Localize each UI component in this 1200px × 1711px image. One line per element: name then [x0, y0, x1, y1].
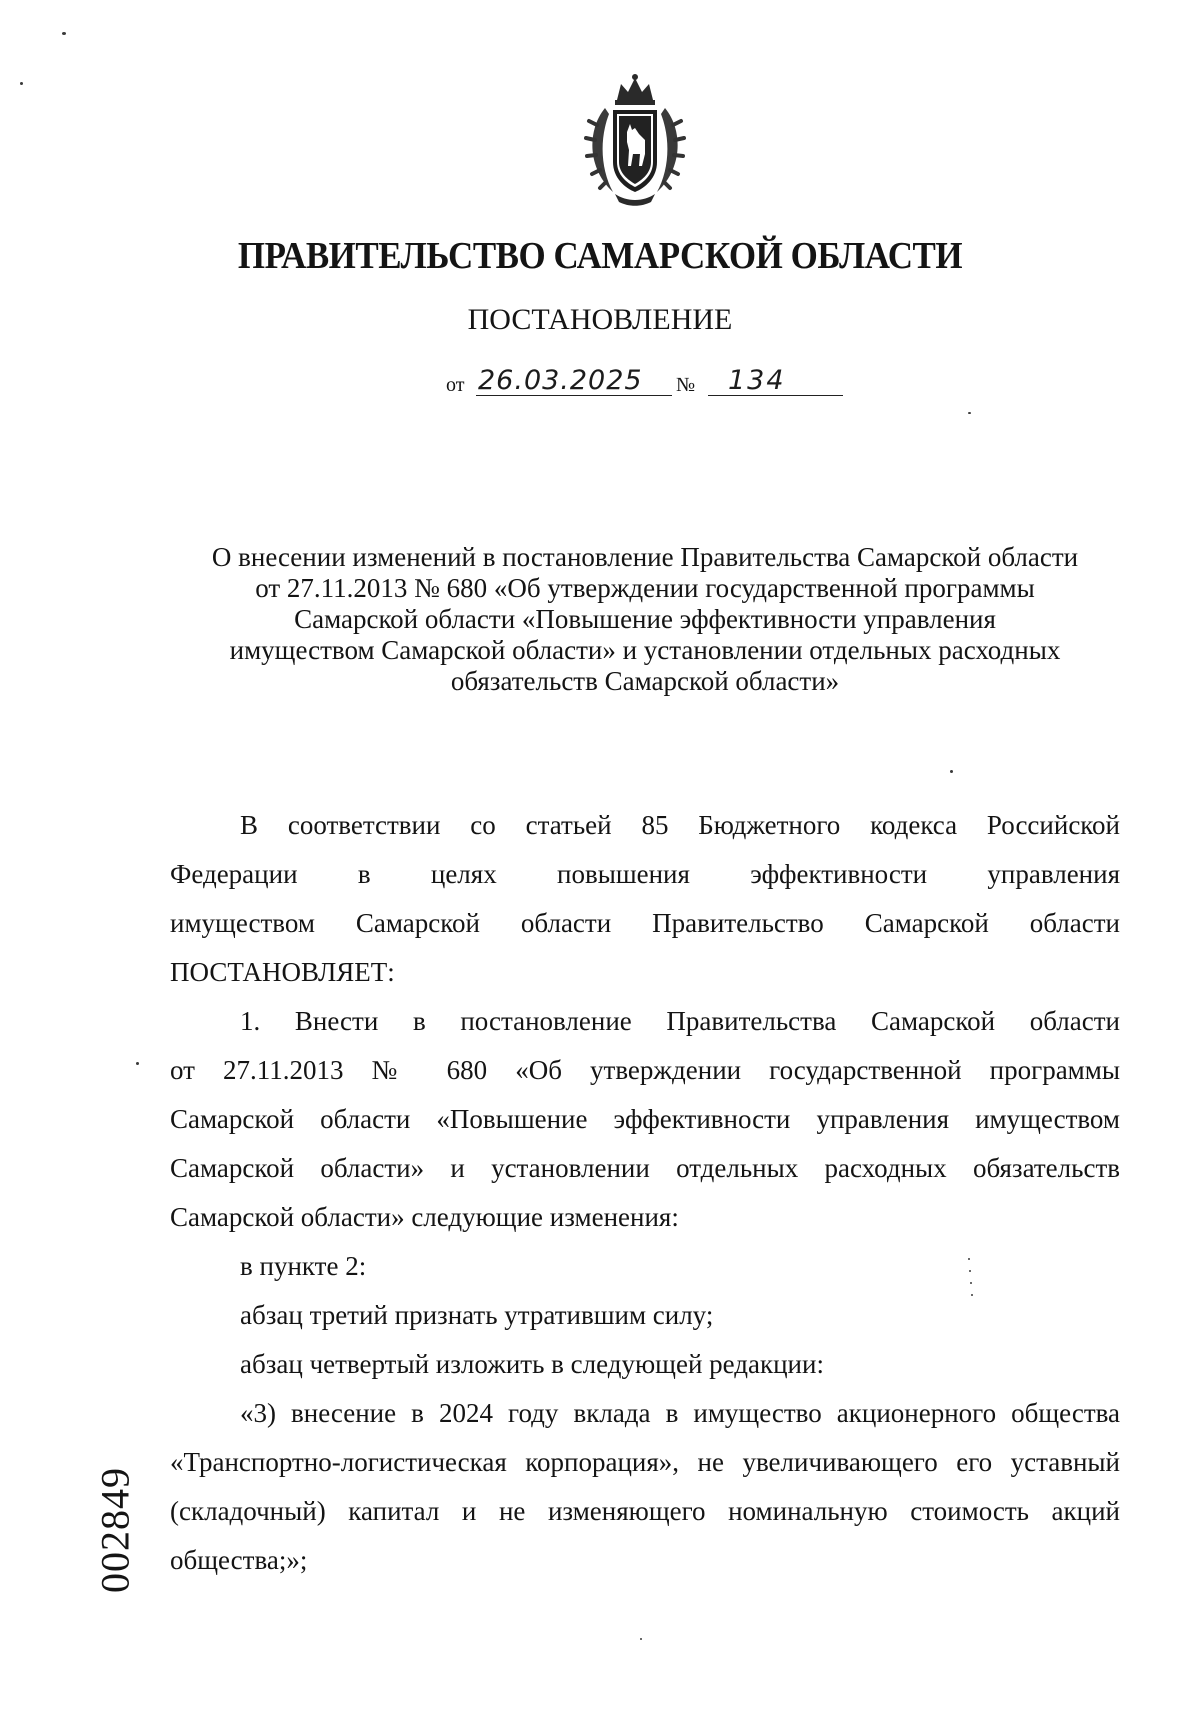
registration-side-number	[90, 1450, 140, 1610]
organization-title: ПРАВИТЕЛЬСТВО САМАРСКОЙ ОБЛАСТИ	[237, 235, 963, 277]
body-line: в пункте 2:	[240, 1251, 367, 1281]
date-prefix: от	[446, 374, 465, 396]
body-line: имуществом Самарской области Правительство Самарской области	[170, 908, 1120, 938]
body-line: Федерации в целях повышения эффективности управления	[170, 859, 1120, 889]
date-underline	[476, 395, 672, 396]
scan-speck	[62, 32, 66, 35]
subject-line: Самарской области «Повышение эффективности управления	[294, 604, 996, 634]
document-type: ПОСТАНОВЛЕНИЕ	[467, 303, 733, 336]
scan-speck	[969, 1270, 971, 1272]
subject-line: имуществом Самарской области» и установлении отдельных расходных	[229, 635, 1061, 665]
body-line: Самарской области» следующие изменения:	[170, 1202, 679, 1232]
body-line: абзац третий признать утратившим силу;	[240, 1300, 714, 1330]
scan-speck	[950, 770, 953, 773]
body-line: Самарской области» и установлении отдельных расходных обязательств	[170, 1153, 1120, 1183]
body-line: «Транспортно-логистическая корпорация», не увеличивающего его уставный	[170, 1447, 1120, 1477]
scan-speck	[640, 1638, 642, 1640]
body-line: В соответствии со статьей 85 Бюджетного кодекса Российской	[240, 810, 1120, 840]
document-subject	[150, 542, 1140, 697]
body-line: (складочный) капитал и не изменяющего номинальную стоимость акций	[170, 1496, 1120, 1526]
samara-coat-of-arms-icon	[575, 70, 695, 210]
subject-line: О внесении изменений в постановление Правительства Самарской области	[211, 542, 1079, 572]
body-line: Самарской области «Повышение эффективности управления имуществом	[170, 1104, 1120, 1134]
scan-speck	[136, 1062, 139, 1065]
number-underline	[708, 395, 843, 396]
scan-speck	[971, 1294, 973, 1296]
handwritten-number: 134	[728, 365, 786, 396]
body-line: абзац четвертый изложить в следующей редакции:	[240, 1349, 824, 1379]
scan-speck	[968, 1258, 970, 1260]
handwritten-date: 26.03.2025	[478, 365, 643, 396]
subject-line: обязательств Самарской области»	[450, 666, 840, 696]
subject-line: от 27.11.2013 № 680 «Об утверждении государственной программы	[255, 573, 1035, 603]
body-line: «3) внесение в 2024 году вклада в имущество акционерного общества	[240, 1398, 1120, 1428]
scan-speck	[970, 1282, 972, 1284]
body-line: от 27.11.2013 № 680 «Об утверждении государственной программы	[170, 1055, 1120, 1085]
date-number-line	[446, 357, 846, 407]
body-line: 1. Внести в постановление Правительства Самарской области	[240, 1006, 1120, 1036]
scan-speck	[20, 82, 23, 85]
body-line: ПОСТАНОВЛЯЕТ:	[170, 957, 395, 987]
number-label: №	[676, 374, 696, 396]
scan-speck	[968, 412, 971, 414]
side-number-text: 002849	[92, 1467, 138, 1593]
body-line: общества;»;	[170, 1545, 308, 1575]
